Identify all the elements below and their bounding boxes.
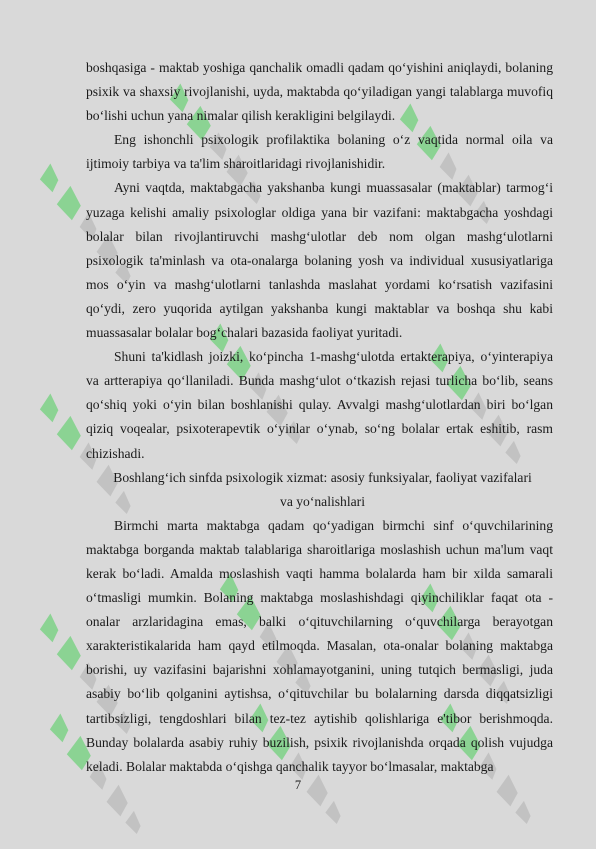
page-number: 7 xyxy=(294,778,302,792)
section-heading-line-1: Boshlang‘ich sinfda psixologik xizmat: asosiy funksiyalar, faoliyat vazifalari xyxy=(113,469,532,485)
paragraph-4: Shuni ta'kidlash joizki, ko‘pincha 1-mashg‘ulotda ertakterapiya, o‘yinterapiya va artterapiya qo‘llaniladi. Bunda mashg‘ulot o‘tkazish rejasi turlicha bo‘lib, seans qo‘shiq yoki o‘yin bilan boshlanishi qulay. Avvalgi mashg‘ulotlardan biri bo‘lgan qiziq voqealar, psixoterapevtik o‘yinlar o‘ynab, so‘ng bolalar ertak eshitib, rasm chizishadi. xyxy=(86,349,553,461)
paragraph-3: Ayni vaqtda, maktabgacha yakshanba kungi muassasalar (maktablar) tarmog‘i yuzaga kelishi amaliy psixologlar oldiga yana bir vazifani: maktabgacha yoshdagi bolalar bilan rivojlantiruvchi mashg‘ulotlar deb nom olgan mashg‘ulotlarni psixologik ta'minlash va ota-onalarga bolaning yosh va individual xususiyatlariga mos o‘yin va mashg‘ulotlarni tanlashda maslahat yordami ko‘rsatish vazifasini qo‘ydi, zero yuqorida aytilgan yakshanba kungi maktablar va boshqa shu kabi muassasalar bolalar bog‘chalari bazasida faoliyat yuritadi. xyxy=(86,180,553,341)
paragraph-5: Birmchi marta maktabga qadam qo‘yadigan birmchi sinf o‘quvchilarining maktabga borganda maktab talablariga sharoitlariga moslashish uchun ma'lum vaqt kerak bo‘ladi. Amalda moslashish vaqti hamma bolalarda ham bir xilda samarali o‘tmasligi mumkin. Bolaning maktabga moslashishdagi qiyinchiliklar faqat ota - onalar arzlaridagina emas, balki o‘qituvchilarning o‘quvchilarga berayotgan xarakteristikalarida ham qayd etilmoqda. Masalan, ota-onalar bolaning maktabga borishi, uy vazifasini bajarishni xohlamayotganini, uning tutqich bermasligi, juda asabiy bo‘lib qolganini aytishsa, o‘qituvchilar bu bolalarning darsda diqqatsizligi tartibsizligi, tengdoshlari bilan tez-tez aytishib qolishlariga e'tibor berishmoqda. Bunday bolalarda asabiy ruhiy buzilish, psixik rivojlanishda orqada qolish vujudga keladi. Bolalar maktabda o‘qishga qanchalik tayyor bo‘lmasalar, maktabga xyxy=(86,517,553,774)
section-heading-line-2: va yo‘nalishlari xyxy=(280,493,365,509)
page-text xyxy=(86,56,553,779)
paragraph-2: Eng ishonchli psixologik profilaktika bolaning o‘z vaqtida normal oila va ijtimoiy tarbiya va ta'lim sharoitlaridagi rivojlanishidir. xyxy=(86,132,553,172)
paragraph-1: boshqasiga - maktab yoshiga qanchalik omadli qadam qo‘yishini aniqlaydi, bolaning psixik va shaxsiy rivojlanishi, uyda, maktabda qo‘yiladigan yangi talablarga muvofiq bo‘lishi uchun yana nimalar qilish kerakligini belgilaydi. xyxy=(86,60,553,124)
